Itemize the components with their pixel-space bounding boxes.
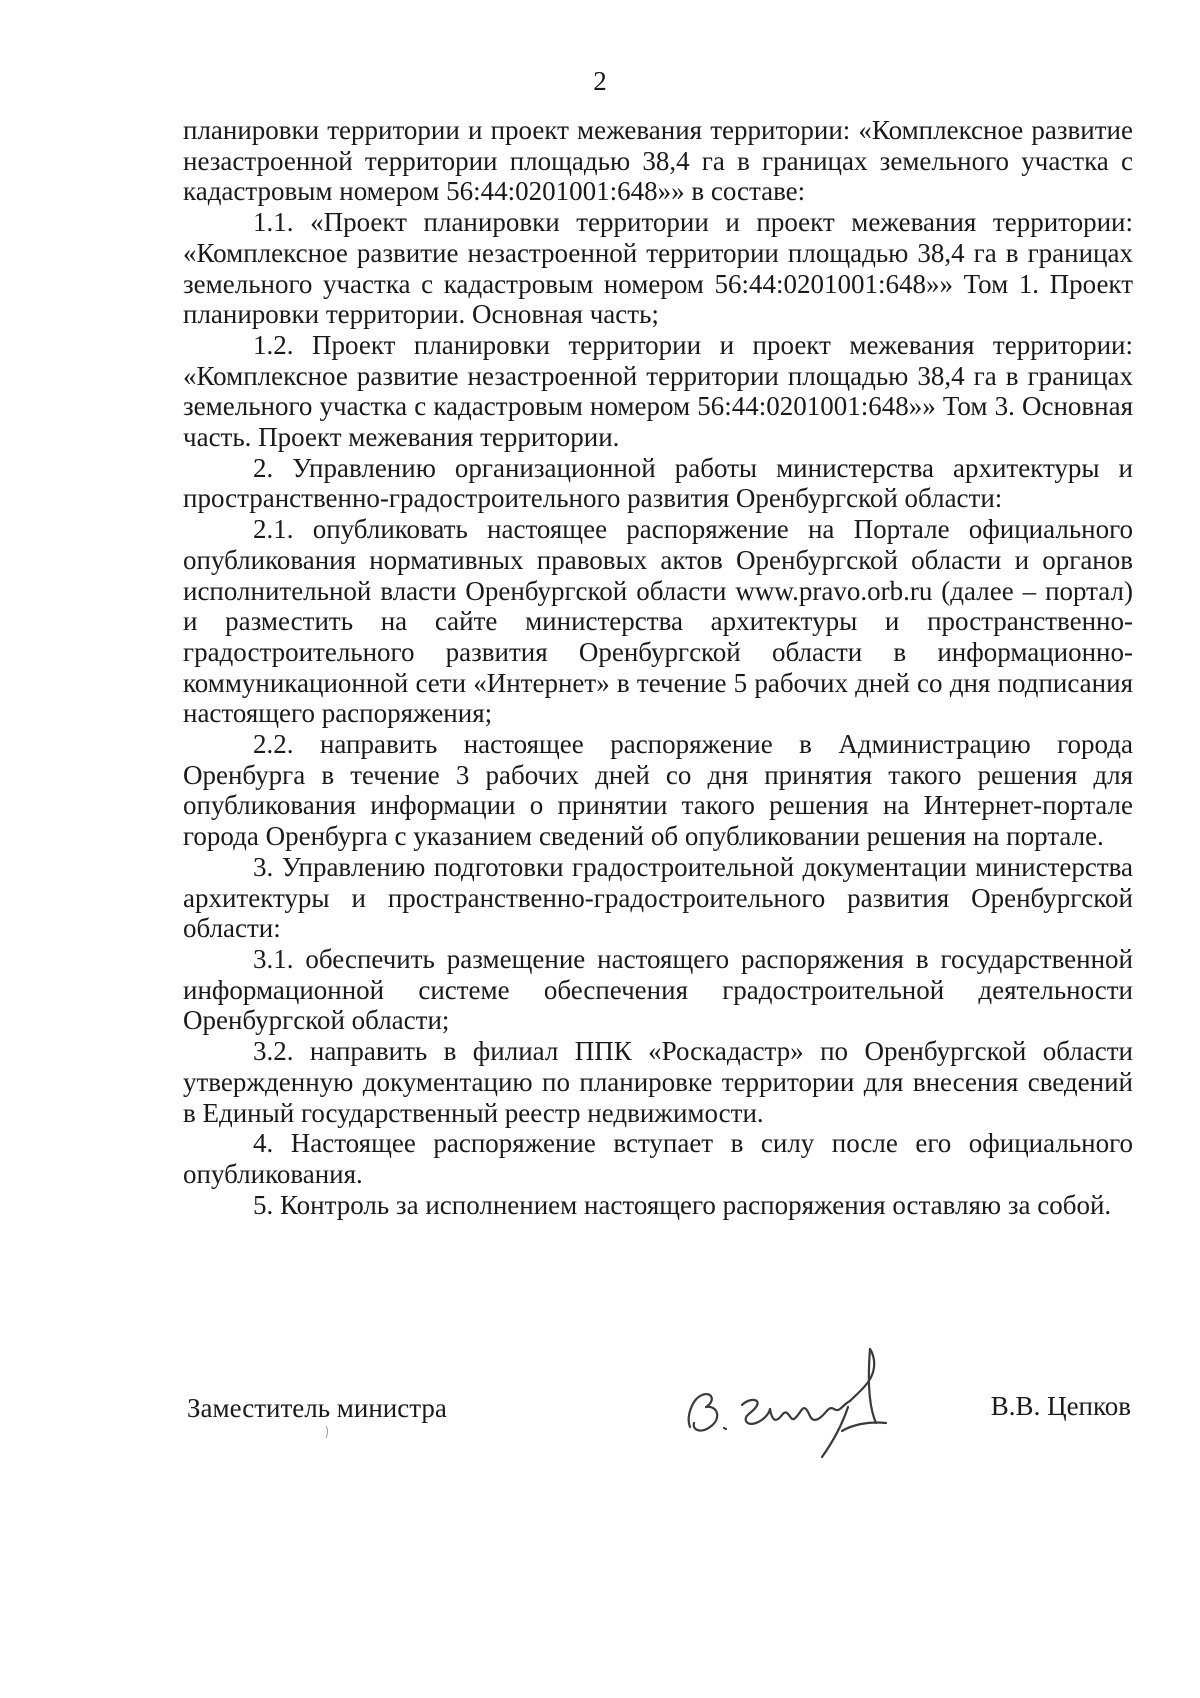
paragraph-2-2: 2.2. направить настоящее распоряжение в Администрацию города Оренбурга в течение 3 рабочих дней со дня принятия такого решения для опубликования информации о принятии такого решения на Интернет-портале города Оренбурга с указанием сведений об опубликовании решения на портале. xyxy=(183,729,1133,852)
paragraph-3-1: 3.1. обеспечить размещение настоящего распоряжения в государственной информационной системе обеспечения градостроительной деятельности Оренбургской области; xyxy=(183,943,1133,1036)
page-number: 2 xyxy=(593,66,607,96)
paragraph-2-1: 2.1. опубликовать настоящее распоряжение на Портале официального опубликования нормативных правовых актов Оренбургской области и органов исполнительной власти Оренбургской области www.pravo.orb.ru (далее – портал) и разместить на сайте министерства архитектуры и пространственно-градостроительного развития Оренбургской области в информационно-коммуникационной сети «Интернет» в течение 5 рабочих дней со дня подписания настоящего распоряжения; xyxy=(183,514,1133,729)
signer-name: В.В. Цепков xyxy=(990,1391,1131,1421)
signer-title: Заместитель министра xyxy=(187,1393,447,1423)
paragraph-3-2: 3.2. направить в филиал ППК «Роскадастр» по Оренбургской области утвержденную документацию по планировке территории для внесения сведений в Единый государственный реестр недвижимости. xyxy=(183,1036,1133,1128)
paragraph-2: 2. Управлению организационной работы министерства архитектуры и пространственно-градостроительного развития Оренбургской области: xyxy=(183,452,1133,514)
scan-artifact-mark xyxy=(324,1425,330,1439)
paragraph-4: 4. Настоящее распоряжение вступает в силу после его официального опубликования. xyxy=(183,1128,1133,1189)
paragraph-5: 5. Контроль за исполнением настоящего распоряжения оставляю за собой. xyxy=(253,1189,1112,1220)
paragraph-1-1: 1.1. «Проект планировки территории и проект межевания территории: «Комплексное развитие незастроенной территории площадью 38,4 га в границах земельного участка с кадастровым номером 56:44:0201001:648»» Том 1. Проект планировки территории. Основная часть; xyxy=(183,207,1133,330)
paragraph-approval-continuation: планировки территории и проект межевания территории: «Комплексное развитие незастроенной территории площадью 38,4 га в границах земельного участка с кадастровым номером 56:44:0201001:648»» в составе: xyxy=(183,115,1133,207)
signature-block xyxy=(187,1335,1131,1465)
paragraph-1-2: 1.2. Проект планировки территории и проект межевания территории: «Комплексное развитие незастроенной территории площадью 38,4 га в границах земельного участка с кадастровым номером 56:44:0201001:648»» Том 3. Основная часть. Проект межевания территории. xyxy=(183,329,1133,453)
handwritten-signature xyxy=(672,1335,912,1460)
paragraph-3: 3. Управлению подготовки градостроительной документации министерства архитектуры и пространственно-градостроительного развития Оренбургской области: xyxy=(183,851,1133,944)
document-body xyxy=(183,115,1133,1220)
